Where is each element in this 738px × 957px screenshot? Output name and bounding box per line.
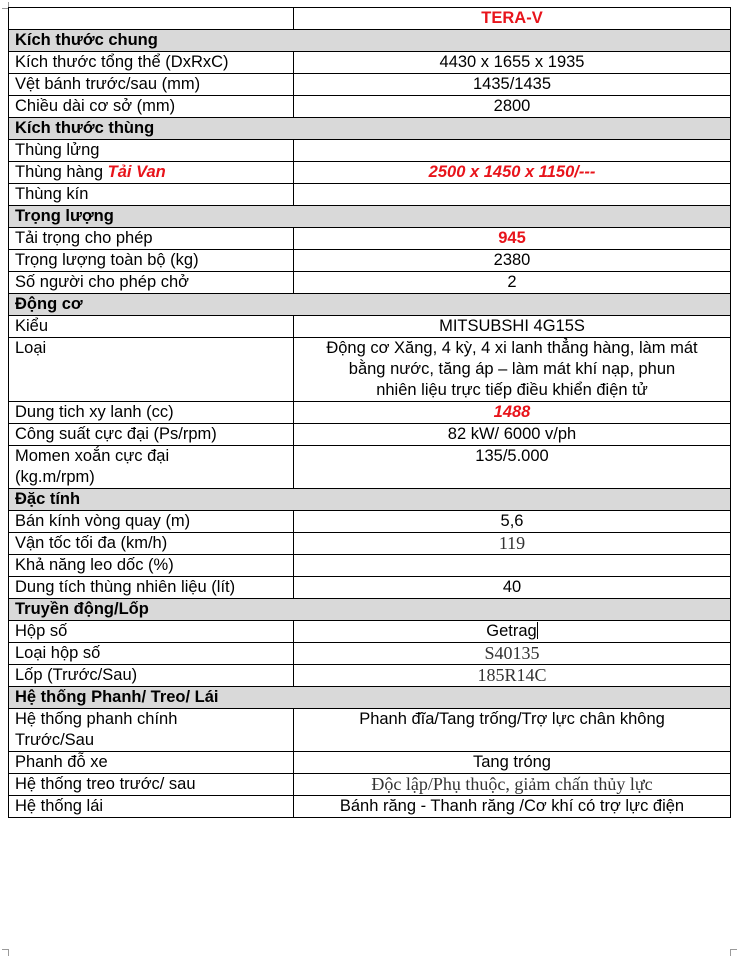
row-value: 40	[294, 577, 731, 599]
row-label-line: Hệ thống phanh chính	[15, 710, 178, 728]
row-value	[294, 338, 731, 402]
row-label: Hộp số	[9, 621, 294, 643]
table-row	[9, 140, 731, 162]
table-row	[9, 752, 731, 774]
table-row	[9, 316, 731, 338]
row-label: Tải trọng cho phép	[9, 228, 294, 250]
row-label: Kiểu	[9, 316, 294, 338]
row-value: 82 kW/ 6000 v/ph	[294, 424, 731, 446]
table-row	[9, 621, 731, 643]
row-label: Khả năng leo dốc (%)	[9, 555, 294, 577]
table-row	[9, 338, 731, 402]
row-label: Công suất cực đại (Ps/rpm)	[9, 424, 294, 446]
table-row	[9, 162, 731, 184]
section-title: Truyền động/Lốp	[9, 599, 731, 621]
row-value-line: bằng nước, tăng áp – làm mát khí nạp, phun	[348, 360, 676, 378]
row-label: Kích thước tổng thể (DxRxC)	[9, 52, 294, 74]
section-title: Động cơ	[9, 294, 731, 316]
table-row	[9, 665, 731, 687]
header-row	[9, 8, 731, 30]
row-value: 4430 x 1655 x 1935	[294, 52, 731, 74]
row-label-line: Trước/Sau	[15, 731, 95, 749]
row-label	[9, 709, 294, 752]
row-label: Bán kính vòng quay (m)	[9, 511, 294, 533]
row-label: Phanh đỗ xe	[9, 752, 294, 774]
row-label: Dung tich xy lanh (cc)	[9, 402, 294, 424]
row-value: 185R14C	[294, 665, 731, 687]
row-label-line: (kg.m/rpm)	[15, 468, 95, 486]
row-value-text: Getrag	[486, 622, 537, 640]
table-row	[9, 52, 731, 74]
row-label-text: Thùng hàng	[15, 163, 108, 181]
section-title: Trọng lượng	[9, 206, 731, 228]
section-header	[9, 489, 731, 511]
row-label	[9, 446, 294, 489]
row-value[interactable]	[294, 621, 731, 643]
row-label: Vệt bánh trước/sau (mm)	[9, 74, 294, 96]
table-row	[9, 709, 731, 752]
row-value: 1488	[294, 402, 731, 424]
row-value: Bánh răng - Thanh răng /Cơ khí có trợ lực điện	[294, 796, 731, 818]
page-corner-mark	[2, 949, 9, 956]
table-row	[9, 272, 731, 294]
row-value: 2380	[294, 250, 731, 272]
section-title: Kích thước thùng	[9, 118, 731, 140]
table-row	[9, 402, 731, 424]
row-value: 2800	[294, 96, 731, 118]
row-label: Thùng kín	[9, 184, 294, 206]
table-row	[9, 796, 731, 818]
row-label: Hệ thống lái	[9, 796, 294, 818]
table-row	[9, 184, 731, 206]
row-label: Hệ thống treo trước/ sau	[9, 774, 294, 796]
row-label: Loại hộp số	[9, 643, 294, 665]
table-row	[9, 74, 731, 96]
table-row	[9, 446, 731, 489]
spec-table	[8, 7, 731, 818]
row-value: MITSUBSHI 4G15S	[294, 316, 731, 338]
row-label: Chiều dài cơ sở (mm)	[9, 96, 294, 118]
section-header	[9, 687, 731, 709]
row-value: 5,6	[294, 511, 731, 533]
row-value: Độc lập/Phụ thuộc, giảm chấn thủy lực	[294, 774, 731, 796]
row-value: 135/5.000	[294, 446, 731, 489]
table-row	[9, 96, 731, 118]
model-name: TERA-V	[294, 8, 731, 30]
table-row	[9, 250, 731, 272]
row-value: 2500 x 1450 x 1150/---	[294, 162, 731, 184]
table-row	[9, 511, 731, 533]
section-header	[9, 30, 731, 52]
row-label-highlight: Tải Van	[107, 163, 166, 181]
section-header	[9, 599, 731, 621]
row-label-line: Momen xoắn cực đại	[15, 447, 170, 465]
section-title: Đặc tính	[9, 489, 731, 511]
row-value	[294, 140, 731, 162]
table-row	[9, 774, 731, 796]
row-label	[9, 162, 294, 184]
section-header	[9, 206, 731, 228]
table-row	[9, 643, 731, 665]
table-row	[9, 555, 731, 577]
row-value: S40135	[294, 643, 731, 665]
row-value-line: nhiên liệu trực tiếp điều khiển điện tử	[376, 381, 648, 399]
table-row	[9, 533, 731, 555]
section-title: Hệ thống Phanh/ Treo/ Lái	[9, 687, 731, 709]
section-title: Kích thước chung	[9, 30, 731, 52]
table-row	[9, 228, 731, 250]
section-header	[9, 118, 731, 140]
row-value	[294, 555, 731, 577]
row-value: 119	[294, 533, 731, 555]
row-value: Phanh đĩa/Tang trống/Trợ lực chân không	[294, 709, 731, 752]
section-header	[9, 294, 731, 316]
row-value: 945	[294, 228, 731, 250]
table-row	[9, 424, 731, 446]
row-label: Vận tốc tối đa (km/h)	[9, 533, 294, 555]
row-value: 2	[294, 272, 731, 294]
row-label: Lốp (Trước/Sau)	[9, 665, 294, 687]
row-label: Loại	[9, 338, 294, 402]
row-value	[294, 184, 731, 206]
row-label: Trọng lượng toàn bộ (kg)	[9, 250, 294, 272]
row-value: Tang tróng	[294, 752, 731, 774]
row-value: 1435/1435	[294, 74, 731, 96]
text-cursor	[537, 622, 538, 639]
page-corner-mark	[730, 949, 737, 956]
row-label: Dung tích thùng nhiên liệu (lít)	[9, 577, 294, 599]
row-label: Số người cho phép chở	[9, 272, 294, 294]
row-label: Thùng lửng	[9, 140, 294, 162]
row-value-line: Động cơ Xăng, 4 kỳ, 4 xi lanh thẳng hàng, làm mát	[326, 339, 698, 357]
table-row	[9, 577, 731, 599]
